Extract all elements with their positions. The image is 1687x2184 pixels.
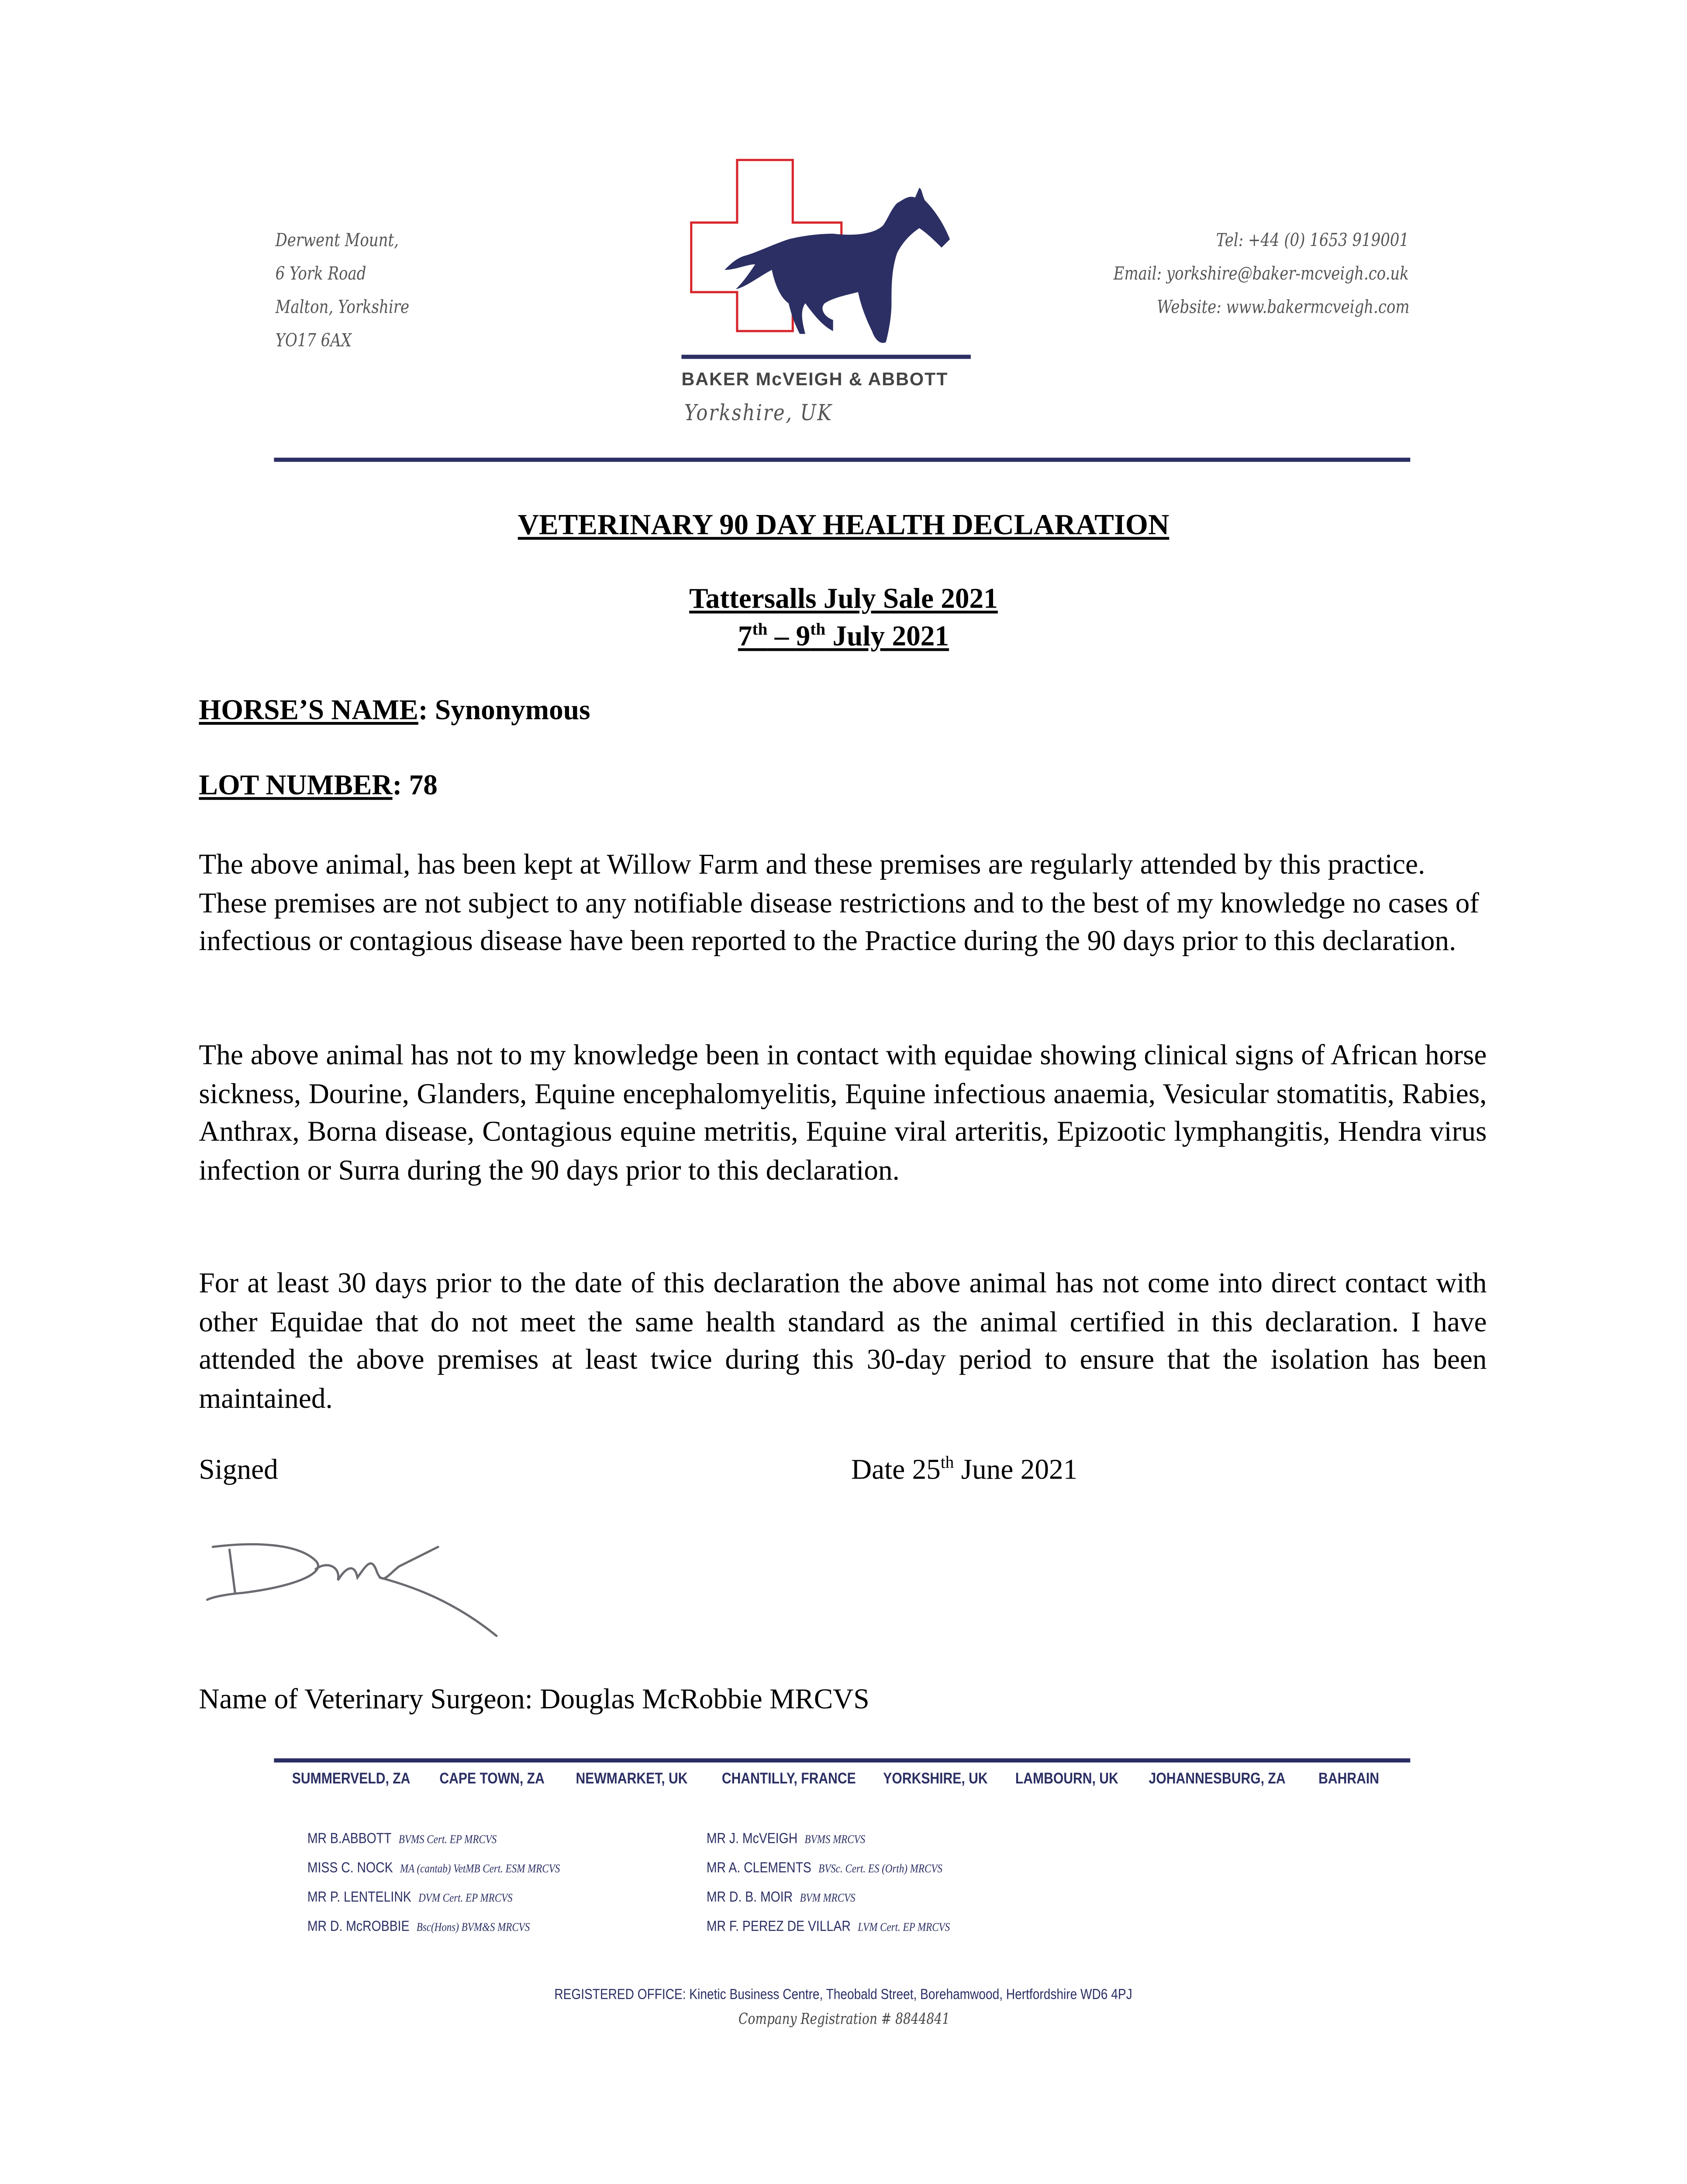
- staff-entry: [707, 1889, 856, 1906]
- horse-name-value: : Synonymous: [418, 695, 590, 726]
- end-sup: th: [810, 619, 826, 639]
- staff-entry: [307, 1918, 530, 1935]
- location-item: NEWMARKET, UK: [576, 1771, 688, 1788]
- staff-name: MR A. CLEMENTS: [706, 1859, 811, 1877]
- paragraph-diseases: The above animal has not to my knowledge been in contact with equidae showing clinical signs of African horse sickness, Dourine, Glanders, Equine encephalomyelitis, Equine infectious anaemia, Vesicular stomatitis, Rabies, Anthrax, Borna disease, Contagious equine metritis, Equine viral arteritis, Epizootic lymphangitis, Hendra virus infection or Surra during the 90 days prior to this declaration.: [199, 1040, 1487, 1186]
- staff-qualifications: BVMS MRCVS: [804, 1832, 866, 1846]
- document-title: VETERINARY 90 DAY HEALTH DECLARATION: [517, 508, 1170, 541]
- lot-number-label: LOT NUMBER: [199, 771, 393, 802]
- staff-name: MR B.ABBOTT: [307, 1831, 392, 1848]
- staff-name: MR P. LENTELINK: [307, 1889, 411, 1906]
- staff-qualifications: BVMS Cert. EP MRCVS: [398, 1832, 497, 1846]
- logo-company-name: BAKER McVEIGH & ABBOTT: [681, 368, 949, 390]
- staff-name: MR D. B. MOIR: [706, 1889, 793, 1906]
- month-year: July 2021: [825, 622, 949, 653]
- location-item: LAMBOURN, UK: [1015, 1771, 1118, 1788]
- sale-name: Tattersalls July Sale 2021: [689, 584, 998, 615]
- address-line: 6 York Road: [275, 264, 366, 285]
- company-registration-row: [0, 2006, 1687, 2031]
- contact-website[interactable]: Website: www.bakermcveigh.com: [1156, 297, 1409, 319]
- staff-qualifications: DVM Cert. EP MRCVS: [418, 1890, 513, 1904]
- date-rest: June 2021: [954, 1455, 1078, 1486]
- staff-entry: [707, 1918, 950, 1935]
- staff-entry: [707, 1860, 942, 1876]
- staff-entry: [707, 1831, 865, 1847]
- dash: –: [767, 622, 796, 653]
- start-day: 7: [738, 622, 752, 653]
- address-line: Derwent Mount,: [275, 231, 399, 252]
- paragraph-isolation: For at least 30 days prior to the date of this declaration the above animal has not come into direct contact with other Equidae that do not meet the same health standard as the animal certified in this declaration. I have attended the above premises at least twice during this 30-day period to ensure that the isolation has been maintained.: [199, 1268, 1487, 1415]
- start-sup: th: [752, 619, 768, 639]
- declaration-date: [851, 1452, 1078, 1487]
- location-item: JOHANNESBURG, ZA: [1149, 1771, 1286, 1788]
- location-item: YORKSHIRE, UK: [883, 1771, 988, 1788]
- date-sup: th: [940, 1452, 954, 1472]
- contact-email[interactable]: Email: yorkshire@baker-mcveigh.co.uk: [1113, 264, 1409, 285]
- horse-cross-logo: [688, 153, 980, 362]
- header-divider: [274, 458, 1410, 462]
- registered-office: REGISTERED OFFICE: Kinetic Business Centre, Theobald Street, Borehamwood, Hertfordshire WD6 4PJ: [554, 1986, 1133, 2003]
- staff-qualifications: BVM MRCVS: [800, 1890, 856, 1904]
- location-item: SUMMERVELD, ZA: [292, 1771, 411, 1788]
- company-registration: Company Registration # 8844841: [738, 2010, 949, 2028]
- location-item: CAPE TOWN, ZA: [439, 1771, 545, 1788]
- horse-name-field: [199, 695, 590, 727]
- staff-name: MR F. PEREZ DE VILLAR: [706, 1918, 851, 1935]
- logo-underline: [682, 355, 971, 359]
- staff-entry: [307, 1860, 560, 1876]
- location-item: BAHRAIN: [1318, 1771, 1380, 1788]
- staff-qualifications: BVSc. Cert. ES (Orth) MRCVS: [818, 1861, 942, 1875]
- lot-number-field: [199, 771, 438, 802]
- staff-name: MR J. McVEIGH: [706, 1831, 798, 1848]
- horse-name-label: HORSE’S NAME: [199, 695, 418, 726]
- registered-office-row: [0, 1981, 1687, 2006]
- paragraph-premises: The above animal, has been kept at Willow Farm and these premises are regularly attended by this practice. These premises are not subject to any notifiable disease restrictions and to the best of my knowledge no cases of infectious or contagious disease have been reported to the Practice during the 90 days prior to this declaration.: [199, 850, 1480, 957]
- staff-qualifications: LVM Cert. EP MRCVS: [858, 1919, 950, 1934]
- location-item: CHANTILLY, FRANCE: [721, 1771, 856, 1788]
- signature-image: [202, 1530, 508, 1648]
- contact-phone: Tel: +44 (0) 1653 919001: [1216, 231, 1409, 252]
- staff-qualifications: Bsc(Hons) BVM&S MRCVS: [416, 1919, 530, 1934]
- logo-location: Yorkshire, UK: [684, 399, 833, 426]
- staff-qualifications: MA (cantab) VetMB Cert. ESM MRCVS: [400, 1861, 560, 1875]
- staff-entry: [307, 1889, 513, 1906]
- sale-dates: [0, 619, 1687, 654]
- footer-divider: [274, 1758, 1410, 1762]
- end-day: 9: [796, 622, 811, 653]
- staff-name: MISS C. NOCK: [307, 1859, 393, 1877]
- horse-icon: [724, 188, 950, 343]
- signed-label: Signed: [199, 1455, 278, 1486]
- surgeon-name: Name of Veterinary Surgeon: Douglas McRobbie MRCVS: [199, 1684, 869, 1715]
- staff-name: MR D. McROBBIE: [307, 1918, 410, 1935]
- lot-number-value: : 78: [392, 771, 438, 802]
- address-line: Malton, Yorkshire: [275, 297, 410, 319]
- address-line: YO17 6AX: [275, 331, 352, 352]
- date-label: Date 25: [851, 1455, 941, 1486]
- staff-entry: [307, 1831, 497, 1847]
